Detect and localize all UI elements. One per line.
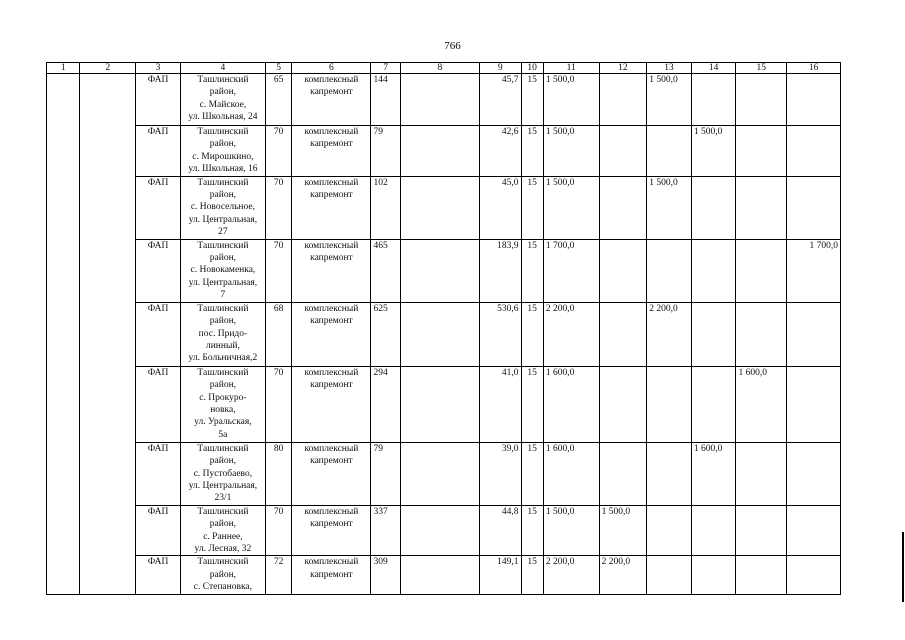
cost-total: 1 500,0 (543, 126, 599, 177)
table-cell-col8 (400, 126, 479, 177)
cost-col13: 1 500,0 (647, 176, 692, 239)
table-cell-col8 (400, 505, 479, 556)
cost-col15 (736, 239, 787, 302)
table-cell-col10: 15 (521, 239, 543, 302)
facility-type: ФАП (136, 302, 181, 366)
table-row (47, 239, 841, 302)
table-cell-col7: 294 (371, 366, 400, 442)
table-cell-col10: 15 (521, 302, 543, 366)
column-number-row (47, 63, 841, 74)
column-header: 6 (292, 63, 371, 74)
table-cell-col7: 337 (371, 505, 400, 556)
table-row (47, 505, 841, 556)
column-header: 1 (47, 63, 80, 74)
table-cell-col10: 15 (521, 126, 543, 177)
table-cell-col10: 15 (521, 442, 543, 505)
cost-col13 (647, 126, 692, 177)
table-cell-col5: 70 (266, 239, 292, 302)
cost-col15 (736, 556, 787, 594)
table-row (47, 366, 841, 442)
table-cell-col5: 70 (266, 176, 292, 239)
facility-type: ФАП (136, 442, 181, 505)
cost-total: 1 700,0 (543, 239, 599, 302)
cost-col13 (647, 239, 692, 302)
table-cell-col7: 465 (371, 239, 400, 302)
area-value: 530,6 (479, 302, 521, 366)
column-header: 9 (479, 63, 521, 74)
cost-col15 (736, 74, 787, 126)
table-row (47, 556, 841, 594)
work-type: комплексный капремонт (292, 556, 371, 594)
cost-col16 (787, 366, 841, 442)
column-header: 11 (543, 63, 599, 74)
column-header: 16 (787, 63, 841, 74)
table-cell-col10: 15 (521, 176, 543, 239)
cost-col12 (599, 302, 647, 366)
column-header: 13 (647, 63, 692, 74)
cost-col12: 1 500,0 (599, 505, 647, 556)
table-cell-col10: 15 (521, 366, 543, 442)
cost-col14 (691, 176, 736, 239)
column-header: 3 (136, 63, 181, 74)
cost-col15 (736, 176, 787, 239)
table-cell-col8 (400, 74, 479, 126)
cost-col12 (599, 239, 647, 302)
cost-col12 (599, 176, 647, 239)
cost-col16 (787, 176, 841, 239)
table-cell-col5: 70 (266, 505, 292, 556)
table-row (47, 176, 841, 239)
cost-col13 (647, 556, 692, 594)
table-cell-col5: 80 (266, 442, 292, 505)
table-cell-col10: 15 (521, 74, 543, 126)
page-edge-line (902, 532, 904, 602)
facility-address: Ташлинский район, с. Новокаменка, ул. Центральная, 7 (180, 239, 265, 302)
cost-col14: 1 500,0 (691, 126, 736, 177)
work-type: комплексный капремонт (292, 302, 371, 366)
table-cell-col7: 144 (371, 74, 400, 126)
column-header: 10 (521, 63, 543, 74)
cost-col12 (599, 366, 647, 442)
table-cell-col8 (400, 239, 479, 302)
area-value: 45,7 (479, 74, 521, 126)
facility-type: ФАП (136, 176, 181, 239)
cost-col13 (647, 442, 692, 505)
cost-total: 1 600,0 (543, 366, 599, 442)
area-value: 39,0 (479, 442, 521, 505)
facility-type: ФАП (136, 366, 181, 442)
table-cell-col8 (400, 302, 479, 366)
table-cell-col7: 79 (371, 126, 400, 177)
table-cell-col5: 68 (266, 302, 292, 366)
cost-col15 (736, 442, 787, 505)
data-table (46, 62, 841, 595)
table-cell-col10: 15 (521, 556, 543, 594)
table-row (47, 126, 841, 177)
cost-col15 (736, 126, 787, 177)
work-type: комплексный капремонт (292, 126, 371, 177)
cost-col14 (691, 239, 736, 302)
column-header: 5 (266, 63, 292, 74)
cost-col12 (599, 126, 647, 177)
work-type: комплексный капремонт (292, 505, 371, 556)
column-header: 12 (599, 63, 647, 74)
cost-col12 (599, 442, 647, 505)
cost-col15 (736, 302, 787, 366)
cost-col12 (599, 74, 647, 126)
cost-col13 (647, 366, 692, 442)
table-cell-col7: 625 (371, 302, 400, 366)
cost-col14 (691, 302, 736, 366)
table-cell-col7: 309 (371, 556, 400, 594)
cost-col16 (787, 74, 841, 126)
area-value: 41,0 (479, 366, 521, 442)
cost-col16 (787, 556, 841, 594)
table-cell-col10: 15 (521, 505, 543, 556)
cost-col16 (787, 302, 841, 366)
area-value: 149,1 (479, 556, 521, 594)
column-header: 15 (736, 63, 787, 74)
page-number: 766 (444, 40, 461, 52)
cost-col14 (691, 556, 736, 594)
cost-col14 (691, 74, 736, 126)
work-type: комплексный капремонт (292, 366, 371, 442)
table-cell-col5: 65 (266, 74, 292, 126)
table-row (47, 302, 841, 366)
cost-col14 (691, 505, 736, 556)
table-row (47, 74, 841, 126)
table-cell-col8 (400, 366, 479, 442)
cost-total: 1 600,0 (543, 442, 599, 505)
facility-address: Ташлинский район, с. Мирошкино, ул. Школьная, 16 (180, 126, 265, 177)
work-type: комплексный капремонт (292, 442, 371, 505)
cost-total: 1 500,0 (543, 176, 599, 239)
table-cell-col7: 79 (371, 442, 400, 505)
table-cell-col7: 102 (371, 176, 400, 239)
work-type: комплексный капремонт (292, 176, 371, 239)
table-cell-col2 (80, 74, 136, 595)
cost-col13: 2 200,0 (647, 302, 692, 366)
work-type: комплексный капремонт (292, 239, 371, 302)
facility-address: Ташлинский район, с. Степановка, (180, 556, 265, 594)
cost-col15 (736, 505, 787, 556)
cost-col13 (647, 505, 692, 556)
facility-address: Ташлинский район, с. Новосельное, ул. Центральная, 27 (180, 176, 265, 239)
cost-col14: 1 600,0 (691, 442, 736, 505)
work-type: комплексный капремонт (292, 74, 371, 126)
area-value: 42,6 (479, 126, 521, 177)
cost-total: 1 500,0 (543, 505, 599, 556)
area-value: 45,0 (479, 176, 521, 239)
cost-col13: 1 500,0 (647, 74, 692, 126)
column-header: 2 (80, 63, 136, 74)
facility-type: ФАП (136, 556, 181, 594)
area-value: 44,8 (479, 505, 521, 556)
table-cell-col1 (47, 74, 80, 595)
table-cell-col8 (400, 442, 479, 505)
cost-col16 (787, 442, 841, 505)
cost-total: 2 200,0 (543, 556, 599, 594)
facility-type: ФАП (136, 126, 181, 177)
column-header: 14 (691, 63, 736, 74)
facility-type: ФАП (136, 74, 181, 126)
column-header: 8 (400, 63, 479, 74)
cost-col15: 1 600,0 (736, 366, 787, 442)
column-header: 7 (371, 63, 400, 74)
facility-type: ФАП (136, 505, 181, 556)
cost-col16 (787, 505, 841, 556)
facility-address: Ташлинский район, с. Раннее, ул. Лесная, 32 (180, 505, 265, 556)
cost-col14 (691, 366, 736, 442)
table-cell-col8 (400, 556, 479, 594)
facility-address: Ташлинский район, пос. Придо- линный, ул. Больничная,2 (180, 302, 265, 366)
table-cell-col5: 72 (266, 556, 292, 594)
cost-col12: 2 200,0 (599, 556, 647, 594)
area-value: 183,9 (479, 239, 521, 302)
table-cell-col5: 70 (266, 366, 292, 442)
table-row (47, 442, 841, 505)
cost-total: 2 200,0 (543, 302, 599, 366)
cost-total: 1 500,0 (543, 74, 599, 126)
cost-col16 (787, 126, 841, 177)
facility-address: Ташлинский район, с. Прокуро- новка, ул. Уральская, 5а (180, 366, 265, 442)
table-cell-col8 (400, 176, 479, 239)
column-header: 4 (180, 63, 265, 74)
facility-type: ФАП (136, 239, 181, 302)
cost-col16: 1 700,0 (787, 239, 841, 302)
facility-address: Ташлинский район, с. Пустобаево, ул. Центральная, 23/1 (180, 442, 265, 505)
facility-address: Ташлинский район, с. Майское, ул. Школьная, 24 (180, 74, 265, 126)
table-cell-col5: 70 (266, 126, 292, 177)
